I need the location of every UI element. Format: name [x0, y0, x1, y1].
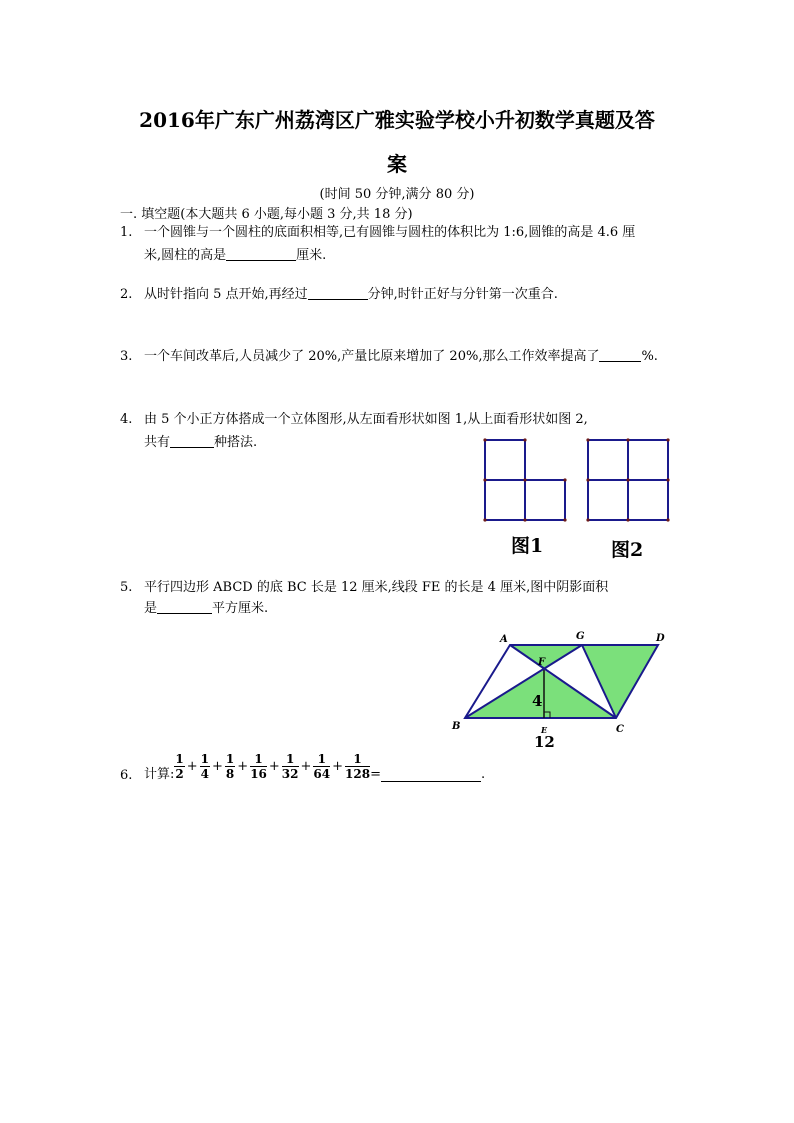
- question-number: 4.: [120, 412, 133, 427]
- figure-1-label: 图1: [511, 535, 544, 557]
- question-text: 一个车间改革后,人员减少了 20%,产量比原来增加了 20%,那么工作效率提高了 %.: [144, 349, 658, 364]
- q4-figures: [480, 435, 675, 527]
- denominator: 64: [313, 767, 331, 781]
- fraction: [225, 752, 235, 781]
- height-value-label: 4: [532, 692, 543, 710]
- question-text: 平行四边形 ABCD 的底 BC 长是 12 厘米,线段 FE 的长是 4 厘米,图中阴影面积: [144, 580, 609, 595]
- fraction: [313, 752, 330, 781]
- section-heading: 一. 填空题(本大题共 6 小题,每小题 3 分,共 18 分): [120, 207, 413, 222]
- question-text: 从时针指向 5 点开始,再经过 分钟,时针正好与分针第一次重合.: [144, 287, 558, 302]
- denominator: 4: [200, 767, 210, 781]
- page-title: 2016年广东广州荔湾区广雅实验学校小升初数学真题及答: [139, 108, 655, 132]
- fraction: [282, 752, 299, 781]
- numerator: 1: [313, 752, 330, 767]
- numerator: 1: [345, 752, 370, 767]
- question-number: 3.: [120, 349, 133, 364]
- label-e: E: [541, 725, 548, 735]
- question-number: 6.: [120, 768, 133, 783]
- question-text: 一个圆锥与一个圆柱的底面积相等,已有圆锥与圆柱的体积比为 1:6,圆锥的高是 4.6 厘: [144, 225, 636, 240]
- question-number: 5.: [120, 580, 133, 595]
- numerator: 1: [250, 752, 267, 767]
- label-b: B: [452, 721, 461, 732]
- fraction: [174, 752, 184, 781]
- fraction: [200, 752, 210, 781]
- denominator: 2: [175, 767, 184, 781]
- answer-blank[interactable]: [599, 347, 641, 362]
- plus-sign: +: [268, 759, 280, 774]
- question-text-line2: 共有 种搭法.: [144, 435, 258, 450]
- numerator: 1: [225, 752, 235, 766]
- question-number: 2.: [120, 287, 133, 302]
- label-a: A: [500, 634, 508, 645]
- parallelogram-figure: [448, 626, 678, 751]
- fraction: [345, 752, 370, 781]
- plus-sign: +: [186, 759, 198, 774]
- answer-blank[interactable]: [170, 433, 214, 448]
- denominator: 32: [281, 767, 299, 781]
- denominator: 16: [250, 767, 267, 781]
- page-title-continued: 案: [387, 152, 407, 176]
- numerator: 1: [200, 752, 210, 766]
- q6-expression: 计算: $\frac{1}{2}$ + $\frac{1}{4}$ + $\frac{1}{8}$ + $\frac{1}{16}$ + $\frac{1}{32}$ + $\frac{1}{64}$ + $\frac{1}{128}$ = .: [144, 752, 486, 782]
- base-value-label: 12: [534, 733, 555, 751]
- question-text-line2: 是 平方厘米.: [144, 601, 269, 616]
- numerator: 1: [282, 752, 299, 767]
- fraction: [250, 752, 267, 781]
- question-number: 1.: [120, 225, 133, 240]
- answer-blank[interactable]: [308, 285, 368, 300]
- fraction-sum: [174, 752, 370, 781]
- plus-sign: +: [300, 759, 312, 774]
- label-g: G: [576, 631, 585, 642]
- answer-blank[interactable]: [226, 246, 296, 261]
- question-text: 由 5 个小正方体搭成一个立体图形,从左面看形状如图 1,从上面看形状如图 2,: [144, 412, 588, 427]
- numerator: 1: [175, 752, 184, 766]
- question-text-line2: 米,圆柱的高是 厘米.: [144, 248, 327, 263]
- denominator: 128: [345, 767, 371, 781]
- label-c: C: [616, 724, 624, 735]
- exam-info: (时间 50 分钟,满分 80 分): [319, 187, 475, 202]
- label-f: F: [538, 657, 546, 668]
- plus-sign: +: [212, 759, 223, 774]
- label-d: D: [656, 633, 665, 644]
- answer-blank[interactable]: [157, 599, 212, 614]
- answer-blank[interactable]: [381, 767, 481, 782]
- denominator: 8: [225, 767, 235, 781]
- plus-sign: +: [237, 759, 249, 774]
- figure-2-label: 图2: [611, 539, 644, 561]
- plus-sign: +: [332, 759, 344, 774]
